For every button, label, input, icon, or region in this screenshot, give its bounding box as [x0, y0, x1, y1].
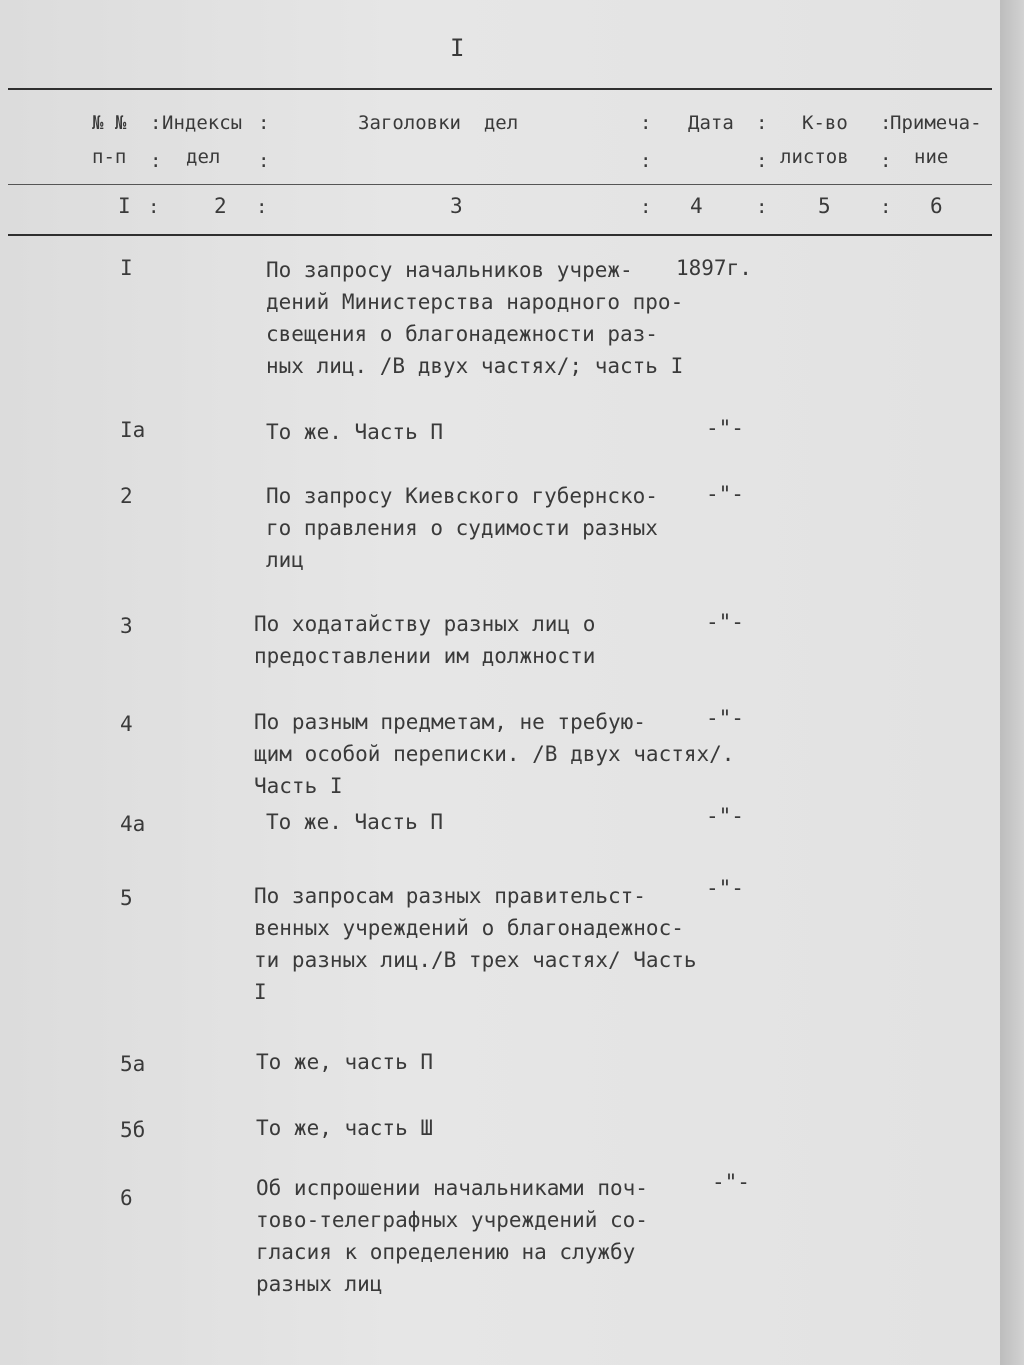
row-title: По ходатайству разных лиц о предоставлении им должности — [254, 612, 596, 668]
header-mid-rule — [8, 184, 992, 185]
header-colon: : — [640, 196, 652, 218]
header-bottom-rule — [8, 234, 992, 236]
row-number: 5а — [120, 1052, 146, 1076]
header-colon: : — [150, 150, 162, 172]
header-col1-line1: № № — [92, 112, 127, 134]
header-col3: Заголовки дел — [358, 112, 519, 134]
row-number: 3 — [120, 614, 133, 638]
row-date: -"- — [706, 804, 744, 828]
header-col6-line1: Примеча- — [890, 112, 982, 134]
row-number: 2 — [120, 484, 133, 508]
header-colon: : — [756, 112, 768, 134]
row-number: 5 — [120, 886, 133, 910]
header-colon: : — [258, 112, 270, 134]
row-title: По запросу начальников учреж- дений Министерства народного про- свещения о благонадежности раз- ных лиц. /В двух частях/; часть I — [266, 258, 684, 378]
header-colon: : — [880, 112, 892, 134]
row-title: То же, часть Ш — [256, 1116, 434, 1140]
row-title: По разным предметам, не требую- щим особой переписки. /В двух частях/. Часть I — [254, 710, 735, 798]
row-date: 1897г. — [676, 256, 752, 280]
header-col5-line1: К-во — [802, 112, 848, 134]
header-colon: : — [880, 196, 892, 218]
header-col5-line2: листов — [780, 146, 849, 168]
row-title: По запросам разных правительст- венных учреждений о благонадежнос- ти разных лиц./В трех частях/ Часть I — [254, 884, 697, 1004]
colnum-6: 6 — [930, 194, 943, 218]
header-colon: : — [150, 112, 162, 134]
page-number: I — [450, 34, 465, 62]
page-edge-shadow — [1000, 0, 1024, 1365]
header-colon: : — [640, 150, 652, 172]
header-colon: : — [640, 112, 652, 134]
row-date: -"- — [712, 1170, 750, 1194]
row-title: То же, часть П — [256, 1050, 434, 1074]
row-title: Об испрошении начальниками поч- тово-телеграфных учреждений со- гласия к определению на службу разных лиц — [256, 1176, 648, 1296]
header-colon: : — [148, 196, 160, 218]
header-col2-line2: дел — [186, 146, 221, 168]
header-colon: : — [756, 196, 768, 218]
header-colon: : — [880, 150, 892, 172]
colnum-2: 2 — [214, 194, 227, 218]
header-colon: : — [256, 196, 268, 218]
row-number: I — [120, 256, 133, 280]
row-date: -"- — [706, 416, 744, 440]
header-col1-line2: п-п — [92, 146, 127, 168]
row-number: Iа — [120, 418, 146, 442]
row-number: 5б — [120, 1118, 146, 1142]
row-date: -"- — [706, 482, 744, 506]
header-col4: Дата — [688, 112, 734, 134]
row-title: То же. Часть П — [266, 810, 444, 834]
row-date: -"- — [706, 876, 744, 900]
row-date: -"- — [706, 706, 744, 730]
row-title: По запросу Киевского губернско- го правления о судимости разных лиц — [266, 484, 658, 572]
row-date: -"- — [706, 610, 744, 634]
row-number: 4а — [120, 812, 146, 836]
row-title: То же. Часть П — [266, 420, 444, 444]
header-colon: : — [756, 150, 768, 172]
header-col6-line2: ние — [914, 146, 949, 168]
colnum-5: 5 — [818, 194, 831, 218]
row-number: 6 — [120, 1186, 133, 1210]
header-colon: : — [258, 150, 270, 172]
row-number: 4 — [120, 712, 133, 736]
colnum-3: 3 — [450, 194, 463, 218]
colnum-4: 4 — [690, 194, 703, 218]
header-col2-line1: Индексы — [162, 112, 243, 134]
colnum-1: I — [118, 194, 131, 218]
header-top-rule — [8, 88, 992, 90]
